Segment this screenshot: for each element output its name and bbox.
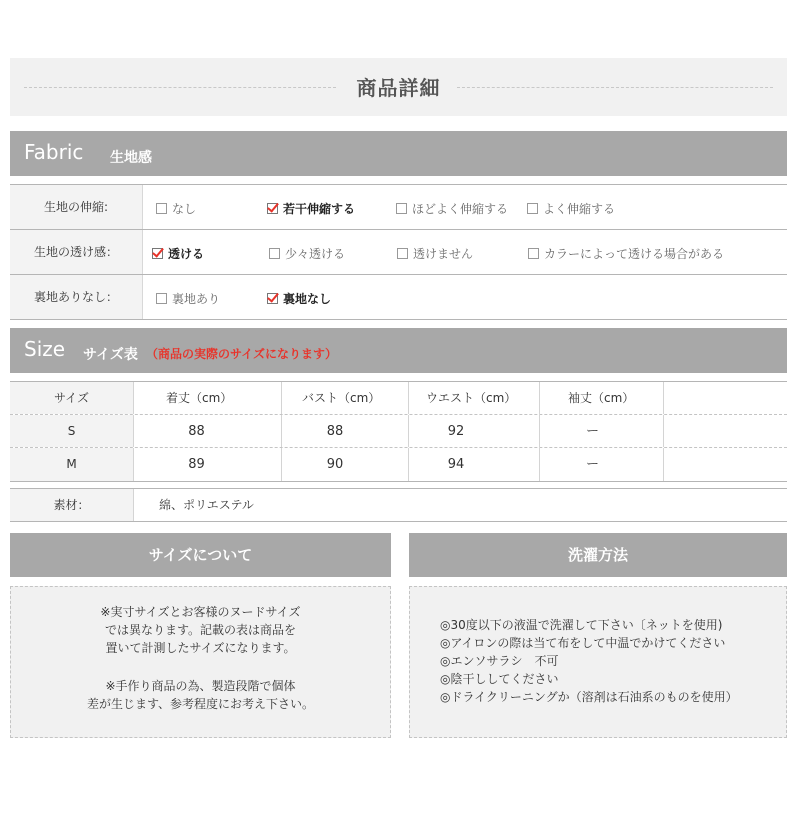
size-heading-en: Size — [24, 337, 66, 361]
checked-checkbox-icon — [152, 248, 163, 259]
size-section-header — [10, 328, 787, 373]
size-cell: S — [10, 415, 134, 447]
col-header-bust: バスト（cm） — [282, 382, 409, 414]
fabric-section-header — [10, 131, 787, 176]
fabric-row-stretch — [10, 185, 787, 230]
sleeve-cell: ー — [540, 415, 664, 447]
size-table-header — [10, 382, 787, 415]
size-cell: M — [10, 448, 134, 481]
size-info-header: サイズについて — [10, 533, 391, 577]
fabric-row-lining — [10, 275, 787, 320]
size-heading-note: （商品の実際のサイズになります） — [146, 347, 338, 361]
option-sheer-no[interactable]: 透けません — [397, 245, 473, 262]
checkbox-icon — [396, 203, 407, 214]
fabric-row-sheer — [10, 230, 787, 275]
material-row — [10, 488, 787, 522]
checkbox-icon — [156, 293, 167, 304]
page-title: 商品詳細 — [356, 76, 441, 100]
size-info-line: ※実寸サイズとお客様のヌードサイズ — [100, 605, 301, 619]
fabric-table — [10, 184, 787, 320]
option-lining-yes[interactable]: 裏地あり — [156, 290, 220, 307]
sleeve-cell: ー — [540, 448, 664, 481]
size-heading-jp: サイズ表 — [83, 347, 138, 363]
size-info-line: 置いて計測したサイズになります。 — [105, 641, 296, 655]
waist-cell: 92 — [409, 415, 540, 447]
washing-line: ◎エンソサラシ 不可 — [440, 654, 559, 668]
size-info-line: 差が生じます、参考程度にお考え下さい。 — [86, 697, 315, 711]
table-row — [10, 448, 787, 481]
option-sheer-slight[interactable]: 少々透ける — [269, 245, 345, 262]
washing-line: ◎陰干ししてください — [440, 672, 559, 686]
washing-line: ◎アイロンの際は当て布をして中温でかけてください — [440, 636, 726, 650]
col-header-empty — [664, 382, 787, 414]
fabric-label-lining: 裏地ありなし： — [10, 275, 143, 319]
checkbox-icon — [528, 248, 539, 259]
checkbox-icon — [156, 203, 167, 214]
title-divider-right — [457, 87, 773, 88]
bust-cell: 88 — [282, 415, 409, 447]
checked-checkbox-icon — [267, 203, 278, 214]
fabric-label-sheer: 生地の透け感： — [10, 230, 143, 274]
option-stretch-high[interactable]: よく伸縮する — [527, 200, 615, 217]
option-stretch-slight[interactable]: 若干伸縮する — [267, 200, 355, 217]
table-row — [10, 415, 787, 448]
checked-checkbox-icon — [267, 293, 278, 304]
material-value: 綿、ポリエステル — [159, 498, 254, 512]
fabric-heading-jp: 生地感 — [110, 150, 152, 166]
waist-cell: 94 — [409, 448, 540, 481]
length-cell: 89 — [134, 448, 282, 481]
col-header-size: サイズ — [10, 382, 134, 414]
col-header-length: 着丈（cm） — [134, 382, 282, 414]
fabric-heading-en: Fabric — [24, 140, 84, 164]
length-cell: 88 — [134, 415, 282, 447]
washing-box — [409, 586, 787, 738]
size-info-box — [10, 586, 391, 738]
option-stretch-none[interactable]: なし — [156, 200, 196, 217]
col-header-waist: ウエスト（cm） — [409, 382, 540, 414]
fabric-label-stretch: 生地の伸縮: — [10, 185, 143, 229]
col-header-sleeve: 袖丈（cm） — [540, 382, 664, 414]
size-info-line: ※手作り商品の為、製造段階で個体 — [105, 679, 296, 693]
page-title-band — [10, 58, 787, 116]
empty-cell — [664, 448, 787, 481]
washing-line: ◎ドライクリーニングか（溶剤は石油系のものを使用） — [440, 690, 738, 704]
option-lining-no[interactable]: 裏地なし — [267, 290, 331, 307]
checkbox-icon — [527, 203, 538, 214]
washing-header: 洗濯方法 — [409, 533, 787, 577]
checkbox-icon — [397, 248, 408, 259]
empty-cell — [664, 415, 787, 447]
bust-cell: 90 — [282, 448, 409, 481]
checkbox-icon — [269, 248, 280, 259]
material-label: 素材： — [10, 489, 134, 521]
washing-line: ◎30度以下の液温で洗濯して下さい〔ネットを使用) — [440, 618, 723, 632]
size-table — [10, 381, 787, 482]
size-info-line: では異なります。記載の表は商品を — [104, 623, 297, 637]
option-sheer-depends-color[interactable]: カラーによって透ける場合がある — [528, 245, 724, 262]
option-sheer-yes[interactable]: 透ける — [152, 245, 204, 262]
option-stretch-moderate[interactable]: ほどよく伸縮する — [396, 200, 508, 217]
